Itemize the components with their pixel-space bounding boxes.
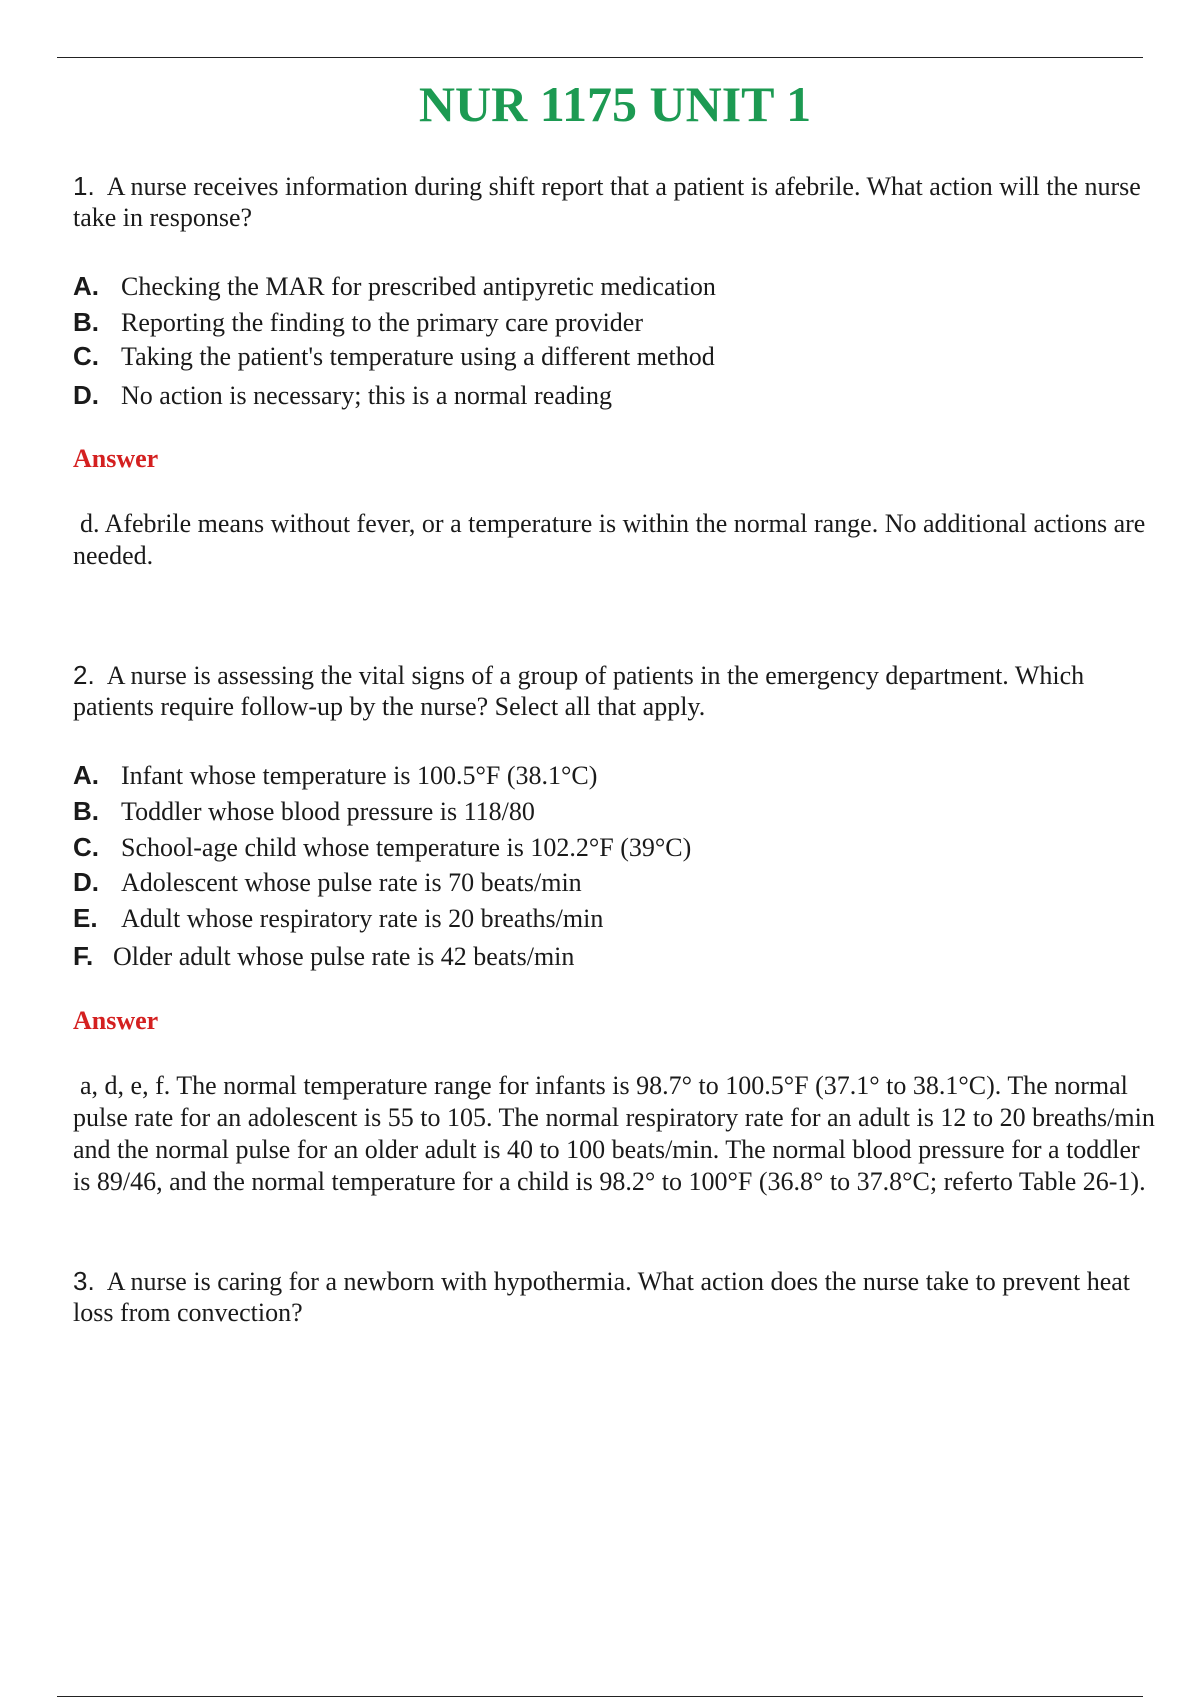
- option-letter: A.: [73, 760, 99, 790]
- question-3: [73, 1266, 1163, 1328]
- top-rule: [57, 57, 1143, 58]
- option-letter: C.: [73, 341, 99, 371]
- option-text: Adult whose respiratory rate is 20 breaths/min: [121, 904, 604, 933]
- option-letter: D.: [73, 380, 99, 410]
- option-letter: A.: [73, 271, 99, 301]
- option-letter: C.: [73, 832, 99, 862]
- option-letter: E.: [73, 903, 98, 933]
- question-1: [73, 171, 1163, 233]
- question-number: 3.: [73, 1266, 95, 1296]
- option-text: Reporting the finding to the primary care provider: [121, 308, 644, 337]
- answer-explanation: a, d, e, f. The normal temperature range for infants is 98.7° to 100.5°F (37.1° to 38.1°C). The normal pulse rate for an adolescent is 55 to 105. The normal respiratory rate for an adult is 12 to 20 breaths/min and the normal pulse for an older adult is 40 to 100 beats/min. The normal blood pressure for a toddler is 89/46, and the normal temperature for a child is 98.2° to 100°F (36.8° to 37.8°C; referto Table 26-1).: [73, 1071, 1155, 1196]
- answer-explanation: d. Afebrile means without fever, or a temperature is within the normal range. No additional actions are needed.: [73, 509, 1146, 570]
- option-letter: D.: [73, 867, 99, 897]
- question-text: A nurse is assessing the vital signs of a group of patients in the emergency department. Which patients require follow-up by the nurse? Select all that apply.: [73, 661, 1085, 721]
- option-1c: [73, 339, 715, 374]
- question-text: A nurse is caring for a newborn with hypothermia. What action does the nurse take to prevent heat loss from convection?: [73, 1267, 1131, 1327]
- option-2e: [73, 901, 603, 936]
- option-text: No action is necessary; this is a normal reading: [121, 381, 612, 410]
- option-letter: B.: [73, 796, 99, 826]
- option-2f: [73, 939, 574, 974]
- option-text: Adolescent whose pulse rate is 70 beats/min: [121, 868, 582, 897]
- option-letter: F.: [73, 941, 94, 971]
- question-number: 2.: [73, 660, 95, 690]
- option-text: Older adult whose pulse rate is 42 beats/min: [113, 942, 575, 971]
- option-letter: B.: [73, 307, 99, 337]
- option-text: Checking the MAR for prescribed antipyretic medication: [121, 272, 716, 301]
- option-text: Toddler whose blood pressure is 118/80: [121, 797, 535, 826]
- option-1a: [73, 269, 716, 304]
- page-title: NUR 1175 UNIT 1: [418, 76, 812, 132]
- option-text: School-age child whose temperature is 102.2°F (39°C): [121, 833, 692, 862]
- question-2: [73, 660, 1163, 722]
- option-2d: [73, 865, 582, 900]
- bottom-rule: [57, 1696, 1143, 1697]
- option-2b: [73, 794, 535, 829]
- question-number: 1.: [73, 171, 95, 201]
- question-text: A nurse receives information during shift report that a patient is afebrile. What action will the nurse take in response?: [73, 172, 1141, 232]
- answer-label: Answer: [73, 1006, 159, 1035]
- option-1b: [73, 305, 643, 340]
- option-text: Taking the patient's temperature using a different method: [121, 342, 715, 371]
- answer-label: Answer: [73, 444, 159, 473]
- option-1d: [73, 378, 612, 413]
- option-text: Infant whose temperature is 100.5°F (38.1°C): [121, 761, 598, 790]
- option-2c: [73, 830, 691, 865]
- option-2a: [73, 758, 597, 793]
